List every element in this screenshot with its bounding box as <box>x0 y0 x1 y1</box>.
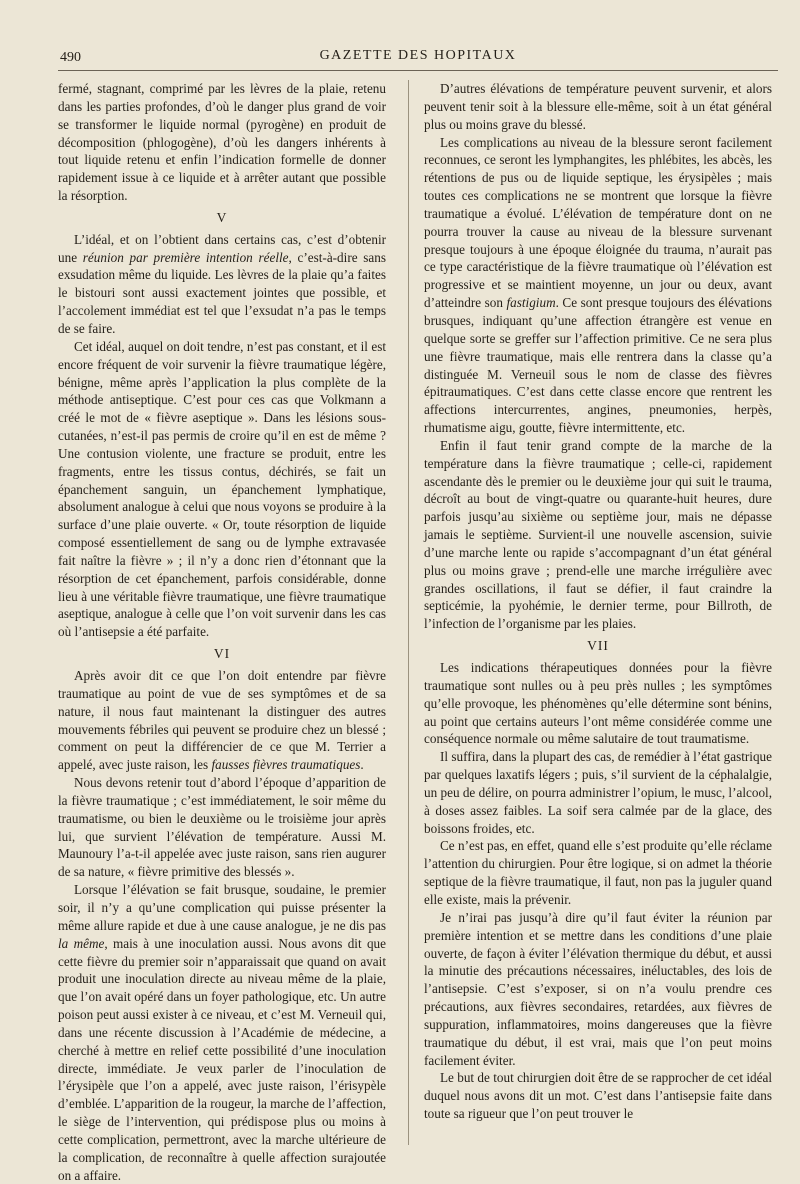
paragraph: Les indications thérapeutiques données pour la fièvre traumatique sont nulles ou à peu près nulles ; les symptômes qu’elle provoque, les phénomènes qu’elle détermine sont bénins, au point que certains auteurs l’ont même considérée comme une conséquence normale ou même salutaire de tout traumatisme. <box>424 660 772 747</box>
section-heading: VII <box>587 638 609 654</box>
section-heading: VI <box>213 646 231 662</box>
paragraph: Nous devons retenir tout d’abord l’époque d’apparition de la fièvre traumatique ; c’est immédiatement, le soir même du traumatisme, ou bien le deuxième ou le troisième jour après lui, que survient l’élévation de température. Aussi M. Maunoury l’a-t-il appelée avec juste raison, sans rien augurer de sa nature, « fièvre primitive des blessés ». <box>58 775 386 880</box>
emphasis: fausses fièvres traumatiques <box>211 757 361 773</box>
left-column <box>58 80 386 1184</box>
emphasis: la même <box>58 935 105 951</box>
emphasis: fastigium <box>506 295 556 311</box>
paragraph: Je n’irai pas jusqu’à dire qu’il faut éviter la réunion par première intention et se mettre dans les conditions d’une plaie ouverte, de façon à éviter l’élévation thermique du début, et aussi la minutie des précautions nécessaires, inéluctables, des lois de l’antisepsie. C’est s’exposer, si on n’a voulu prendre ces précautions, aux fièvres secondaires, retardées, aux fièvres de suppuration, inflammatoires, moins dangereuses que la fièvre traumatique du début, il est vrai, mais que l’on peut moins facilement éviter. <box>424 909 772 1068</box>
paragraph: Après avoir dit ce que l’on doit entendre par fièvre traumatique au point de vue de ses symptômes et de sa nature, il nous faut maintenant la distinguer des autres mouvements fébriles qui peuvent se produire chez un blessé ; comment on peut la différencier de ce que M. Terrier a appelé, avec juste raison, les fausses fièvres traumatiques. <box>58 668 386 773</box>
paragraph: Il suffira, dans la plupart des cas, de remédier à l’état gastrique par quelques laxatifs légers ; puis, s’il survient de la céphalalgie, un peu de délire, on pourra administrer l’opium, le musc, l’alcool, à doses assez faibles. La soif sera calmée par de la glace, des boissons froides, etc. <box>424 749 772 836</box>
paragraph: Lorsque l’élévation se fait brusque, soudaine, le premier soir, il n’y a qu’une complication qui puisse présenter la même allure rapide et due à une cause analogue, je ne dis pas la même, mais à une inoculation aussi. Nous avons dit que cette fièvre du premier soir n’apparaissait que quand on avait produit une inoculation directe au niveau même de la plaie, que l’on avait opéré dans un foyer pathologique, etc. Un autre poison peut aussi exister à ce niveau, et c’est M. Verneuil qui, dans une récente discussion à l’Académie de médecine, a cherché à mettre en relief cette possibilité d’une inoculation directe, immédiate. Je veux parler de l’inoculation de l’érysipèle que l’on a appelé, avec juste raison, l’érisypèle d’emblée. L’apparition de la rougeur, la marche de l’affection, le siège de l’intervention, qui prédispose plus ou moins à cette complication, permettront, avec la marche ultérieure de la complication, de reconnaître à quelle affection surajoutée on a affaire. <box>58 882 386 1183</box>
page-header <box>58 42 778 71</box>
column-divider <box>408 80 409 1145</box>
paragraph: L’idéal, et on l’obtient dans certains cas, c’est d’obtenir une réunion par première intention réelle, c’est-à-dire sans exsudation même du liquide. Les lèvres de la plaie qu’a faites le bistouri sont aussi exactement jointes que possible, et l’accolement immédiat est tel que l’exsudat n’a pas le temps de se faire. <box>58 231 386 336</box>
paragraph: Cet idéal, auquel on doit tendre, n’est pas constant, et il est encore fréquent de voir survenir la fièvre traumatique légère, bénigne, même après l’application la plus complète de la méthode antiseptique. C’est pour ces cas que Volkmann a créé le mot de « fièvre aseptique ». Dans les lésions sous-cutanées, n’est-il pas permis de croire qu’il en est de même ? Une contusion violente, une fracture se produit, entre les fragments, entre les tissus contus, déchirés, se fait un épanchement sanguin, un épanchement lymphatique, absolument analogue à celui que nous voyons se produire à la surface d’une plaie ouverte. « Or, toute résorption de liquide composé essentiellement de sang ou de lymphe extravasée fait naître la fièvre » ; il n’y a donc rien d’étonnant que la résorption de cet épanchement, parfois considérable, donne lieu à une véritable fièvre traumatique, une fièvre traumatique aseptique, analogue à celle que l’on voit survenir dans les cas où l’antisepsie a été parfaite. <box>58 338 386 640</box>
paragraph: Enfin il faut tenir grand compte de la marche de la température dans la fièvre traumatique ; celle-ci, rapidement ascendante dès le premier ou le deuxième jour qui suit le trauma, décroît au bout de vingt-quatre ou quarante-huit heures, dure parfois jusqu’au sixième ou septième jour, mais ne dépasse jamais le septième. Survient-il une nouvelle ascension, suivie d’une marche lente ou rapide s’accompagnant d’un état général plus ou moins grave ; prend-elle une marche irrégulière avec grandes oscillations, il faut se défier, il faut craindre la septicémie, la pyohémie, le dernier terme, pour Billroth, de l’infection de l’organisme par les plaies. <box>424 437 772 632</box>
paragraph: D’autres élévations de température peuvent survenir, et alors peuvent tenir soit à la blessure elle-même, soit à un état général plus ou moins grave du blessé. <box>424 81 772 132</box>
paragraph: Le but de tout chirurgien doit être de se rapprocher de cet idéal duquel nous avons dit un mot. C’est dans l’antisepsie faite dans toute sa rigueur que l’on peut trouver le <box>424 1070 772 1122</box>
emphasis: réunion par première intention réelle <box>82 249 289 265</box>
paragraph: Les complications au niveau de la blessure seront facilement reconnues, ce seront les lymphangites, les phlébites, les abcès, les rétentions de pus ou de liquide septique, les érysipèles ; mais toutes ces complications ne se montrent que lorsque la fièvre traumatique a évolué. L’élévation de température dont on ne pourra trouver la cause au niveau de la blessure survenant presque toujours à une époque éloignée du trauma, n’aurait pas ce type caractéristique de la fièvre traumatique où l’élévation est progressive et se maintient moyenne, un jour ou deux, avant d’atteindre son fastigium. Ce sont presque toujours des élévations brusques, indiquant qu’une affection étrangère est venue en quelque sorte se greffer sur l’affection primitive. Ce ne sera plus une fièvre traumatique, mais elle rentrera dans la classe qu’a distinguée M. Verneuil sous le nom de classe des fièvres épitraumatiques. C’est dans cette classe encore que rentrent les affections intercurrentes, angines, pneumonies, herpès, rhumatisme aigu, goutte, fièvre intermittente, etc. <box>424 134 772 436</box>
journal-title: GAZETTE DES HOPITAUX <box>319 48 517 63</box>
paragraph: fermé, stagnant, comprimé par les lèvres de la plaie, retenu dans les parties profondes, d’où le danger plus grand de voir se transformer le liquide normal (pyrogène) en produit de décomposition (phlogogène), d’où les dangers inhérents à tout liquide retenu et enfin l’indication formelle de donner rapidement issue à ce liquide et à arrêter autant que possible la résorption. <box>58 81 386 204</box>
paragraph: Ce n’est pas, en effet, quand elle s’est produite qu’elle réclame l’attention du chirurgien. Pour être logique, si on admet la théorie septique de la fièvre traumatique, il faut, non pas la juguler quand elle existe, mais la prévenir. <box>424 838 772 907</box>
page-number: 490 <box>60 50 81 65</box>
section-heading: V <box>216 209 228 225</box>
right-column <box>424 80 772 1123</box>
